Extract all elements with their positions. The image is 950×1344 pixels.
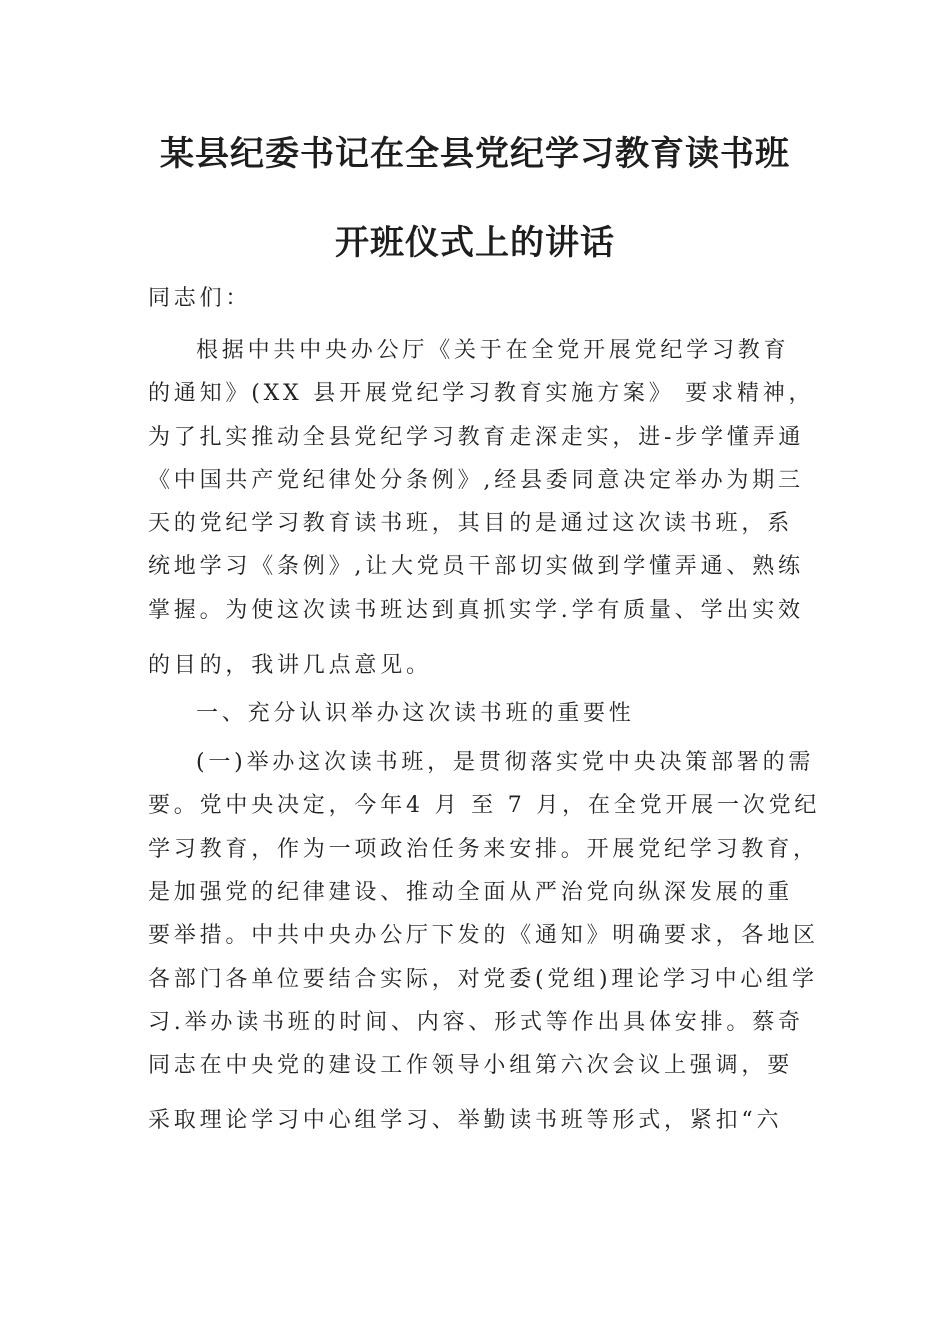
document-title-line-1: 某县纪委书记在全县党纪学习教育读书班 xyxy=(160,134,790,174)
paragraph-line: 是加强党的纪律建设、推动全面从严治党向纵深发展的重 xyxy=(148,880,794,905)
paragraph-line: 《中国共产党纪律处分条例》,经县委同意决定举办为期三 xyxy=(148,468,804,493)
paragraph-line: 统地学习《条例》,让大党员干部切实做到学懂弄通、熟练 xyxy=(148,554,804,579)
paragraph-line: 同志在中央党的建设工作领导小组第六次会议上强调，要 xyxy=(148,1053,794,1078)
paragraph-line: 要举措。中共中央办公厅下发的《通知》明确要求，各地区 xyxy=(148,923,819,948)
paragraph-line: 掌握。为使这次读书班达到真抓实学.学有质量、学出实效 xyxy=(148,598,804,623)
paragraph-line: 要。党中央决定，今年4 月 至 7 月，在全党开展一次党纪 xyxy=(148,793,821,818)
paragraph-line: 采取理论学习中心组学习、举勤读书班等形式，紧扣“六 xyxy=(148,1108,783,1133)
paragraph-line: 习.举办读书班的时间、内容、形式等作出具体安排。蔡奇 xyxy=(148,1010,804,1035)
paragraph-line: 为了扎实推动全县党纪学习教育走深走实，进-步学懂弄通 xyxy=(148,425,805,450)
salutation: 同志们： xyxy=(148,286,252,311)
paragraph-line: 天的党纪学习教育读书班，其目的是通过这次读书班，系 xyxy=(148,511,794,536)
paragraph-line: 的通知》(XX 县开展党纪学习教育实施方案》 要求精神， xyxy=(148,381,815,406)
paragraph-line: 各部门各单位要结合实际，对党委(党组)理论学习中心组学 xyxy=(148,967,818,992)
paragraph-line: 学习教育，作为一项政治任务来安排。开展党纪学习教育， xyxy=(148,837,819,862)
section-heading: 一、充分认识举办这次读书班的重要性 xyxy=(196,701,635,726)
paragraph-line: 根据中共中央办公厅《关于在全党开展党纪学习教育 xyxy=(196,338,790,363)
paragraph-line: (一)举办这次读书班，是贯彻落实党中央决策部署的需 xyxy=(196,750,815,775)
paragraph-line: 的目的，我讲几点意见。 xyxy=(148,653,432,678)
document-title-line-2: 开班仪式上的讲话 xyxy=(335,223,615,263)
